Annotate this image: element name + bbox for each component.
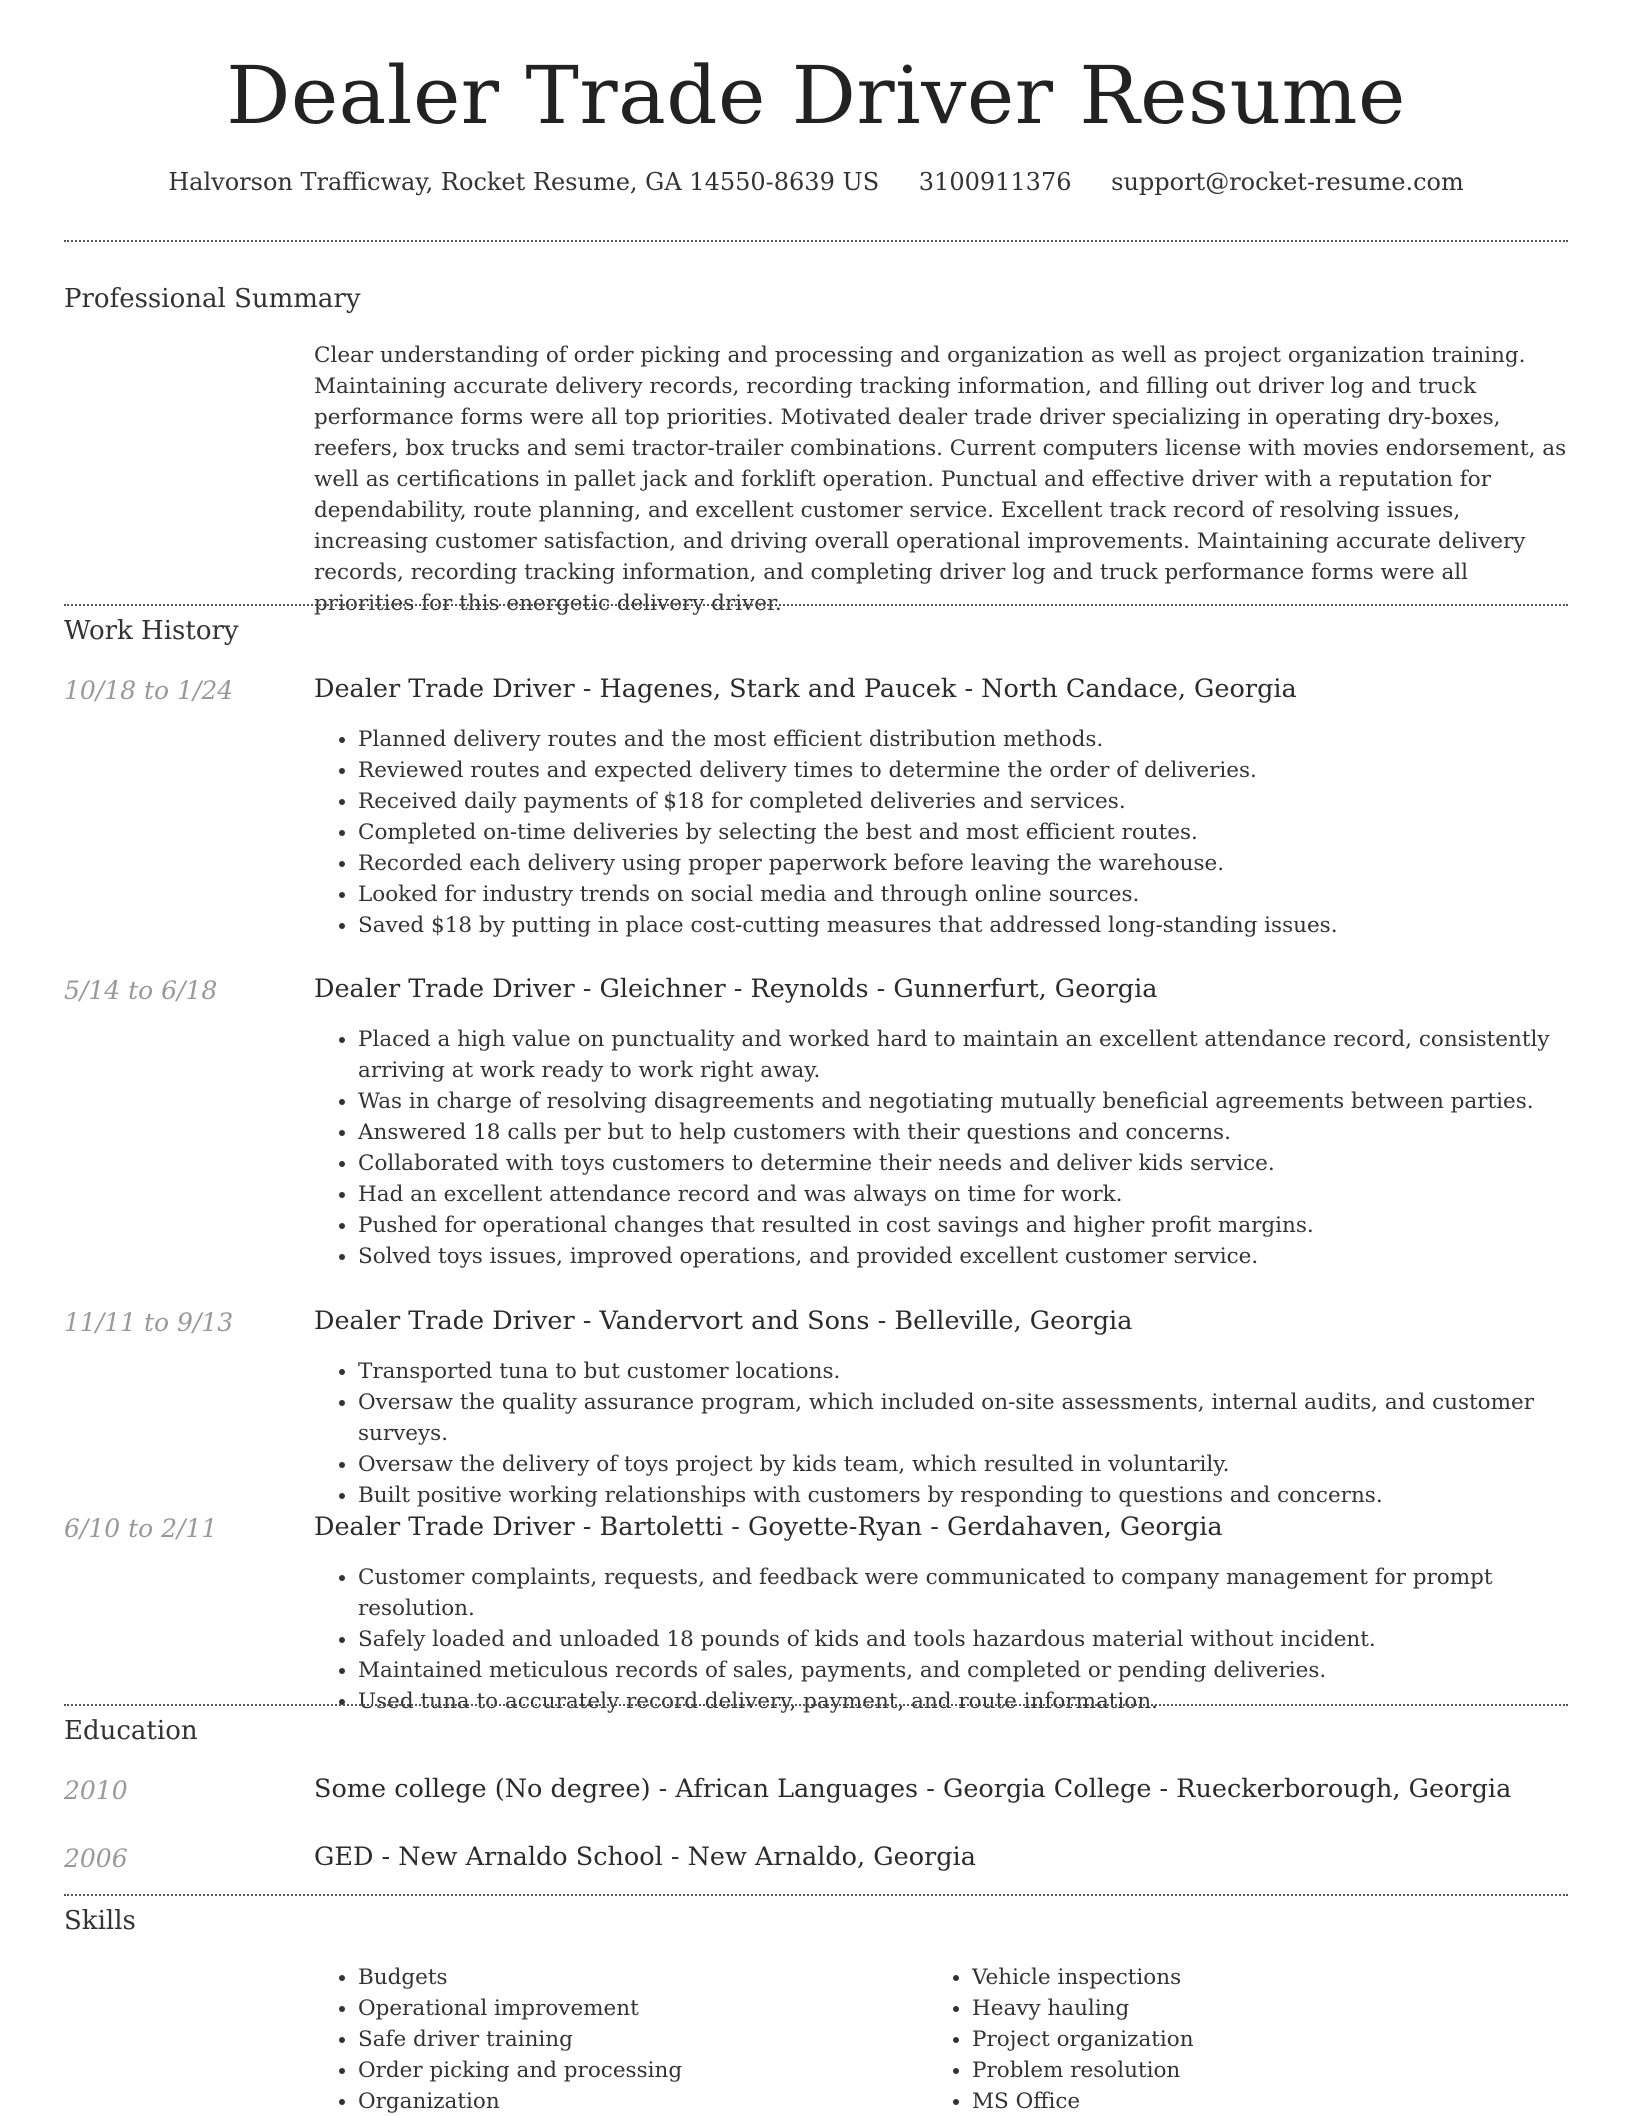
section-divider	[64, 1704, 1568, 1706]
skills-heading: Skills	[64, 1906, 136, 1936]
list-item: • Was in charge of resolving disagreements and negotiating mutually beneficial agreements between parties.	[358, 1086, 1568, 1117]
job-date: 10/18 to 1/24	[64, 676, 234, 705]
skill-item: • Organization	[358, 2086, 914, 2117]
list-item: • Safely loaded and unloaded 18 pounds of kids and tools hazardous material without incident.	[358, 1624, 1568, 1655]
list-item: • Answered 18 calls per but to help customers with their questions and concerns.	[358, 1117, 1568, 1148]
list-item: • Completed on-time deliveries by selecting the best and most efficient routes.	[358, 817, 1568, 848]
resume-title: Dealer Trade Driver Resume	[226, 49, 1406, 142]
contact-phone: 3100911376	[918, 168, 1072, 196]
contact-line	[0, 168, 1632, 196]
job-title: Dealer Trade Driver - Vandervort and Sons - Belleville, Georgia	[314, 1306, 1133, 1336]
job-bullets	[314, 724, 1568, 941]
skills-list-right	[928, 1962, 1528, 2117]
skill-item: • Budgets	[358, 1962, 914, 1993]
list-item: • Planned delivery routes and the most efficient distribution methods.	[358, 724, 1568, 755]
list-item: • Recorded each delivery using proper paperwork before leaving the warehouse.	[358, 848, 1568, 879]
job-date: 6/10 to 2/11	[64, 1514, 218, 1543]
skill-item: • Project organization	[972, 2024, 1528, 2055]
list-item: • Oversaw the delivery of toys project by kids team, which resulted in voluntarily.	[358, 1449, 1568, 1480]
education-entry: GED - New Arnaldo School - New Arnaldo, Georgia	[314, 1842, 976, 1872]
education-date: 2006	[64, 1844, 128, 1873]
list-item: • Oversaw the quality assurance program, which included on-site assessments, internal audits, and customer surveys.	[358, 1387, 1568, 1449]
list-item: • Reviewed routes and expected delivery times to determine the order of deliveries.	[358, 755, 1568, 786]
contact-address: Halvorson Trafficway, Rocket Resume, GA 14550-8639 US	[168, 168, 880, 196]
list-item: • Pushed for operational changes that resulted in cost savings and higher profit margins.	[358, 1210, 1568, 1241]
job-date: 5/14 to 6/18	[64, 976, 218, 1005]
job-title: Dealer Trade Driver - Hagenes, Stark and Paucek - North Candace, Georgia	[314, 674, 1297, 704]
job-bullets	[314, 1562, 1568, 1717]
summary-heading: Professional Summary	[64, 284, 361, 314]
list-item: • Solved toys issues, improved operations, and provided excellent customer service.	[358, 1241, 1568, 1272]
list-item: • Had an excellent attendance record and was always on time for work.	[358, 1179, 1568, 1210]
summary-block	[314, 340, 1568, 619]
job-title: Dealer Trade Driver - Bartoletti - Goyette-Ryan - Gerdahaven, Georgia	[314, 1512, 1223, 1542]
skill-item: • Operational improvement	[358, 1993, 914, 2024]
list-item: • Maintained meticulous records of sales, payments, and completed or pending deliveries.	[358, 1655, 1568, 1686]
education-heading: Education	[64, 1716, 198, 1746]
list-item: • Looked for industry trends on social media and through online sources.	[358, 879, 1568, 910]
list-item: • Received daily payments of $18 for completed deliveries and services.	[358, 786, 1568, 817]
contact-email: support@rocket-resume.com	[1111, 168, 1464, 196]
skill-item: • Vehicle inspections	[972, 1962, 1528, 1993]
section-divider	[64, 604, 1568, 606]
work-history-heading: Work History	[64, 616, 239, 646]
list-item: • Built positive working relationships with customers by responding to questions and concerns.	[358, 1480, 1568, 1511]
list-item: • Collaborated with toys customers to determine their needs and deliver kids service.	[358, 1148, 1568, 1179]
job-title: Dealer Trade Driver - Gleichner - Reynolds - Gunnerfurt, Georgia	[314, 974, 1158, 1004]
list-item: • Used tuna to accurately record delivery, payment, and route information.	[358, 1686, 1568, 1717]
list-item: • Saved $18 by putting in place cost-cutting measures that addressed long-standing issues.	[358, 910, 1568, 941]
skill-item: • Heavy hauling	[972, 1993, 1528, 2024]
skills-list-left	[314, 1962, 914, 2117]
list-item: • Placed a high value on punctuality and worked hard to maintain an excellent attendance record, consistently arriving at work ready to work right away.	[358, 1024, 1568, 1086]
education-entry: Some college (No degree) - African Languages - Georgia College - Rueckerborough, Georgia	[314, 1774, 1512, 1804]
skill-item: • Problem resolution	[972, 2055, 1528, 2086]
list-item: • Customer complaints, requests, and feedback were communicated to company management for prompt resolution.	[358, 1562, 1568, 1624]
job-bullets	[314, 1024, 1568, 1272]
list-item: • Transported tuna to but customer locations.	[358, 1356, 1568, 1387]
skill-item: • Order picking and processing	[358, 2055, 914, 2086]
skill-item: • MS Office	[972, 2086, 1528, 2117]
job-bullets	[314, 1356, 1568, 1511]
section-divider	[64, 240, 1568, 242]
education-date: 2010	[64, 1776, 128, 1805]
skill-item: • Safe driver training	[358, 2024, 914, 2055]
summary-text: Clear understanding of order picking and processing and organization as well as project organization training. Maintaining accurate delivery records, recording tracking information, and filling out driver log and truck performance forms were all top priorities. Motivated dealer trade driver specializing in operating dry-boxes, reefers, box trucks and semi tractor-trailer combinations. Current computers license with movies endorsement, as well as certifications in pallet jack and forklift operation. Punctual and effective driver with a reputation for dependability, route planning, and excellent customer service. Excellent track record of resolving issues, increasing customer satisfaction, and driving overall operational improvements. Maintaining accurate delivery records, recording tracking information, and completing driver log and truck performance forms were all priorities for this energetic delivery driver.	[314, 343, 1567, 616]
job-date: 11/11 to 9/13	[64, 1308, 234, 1337]
section-divider	[64, 1894, 1568, 1896]
